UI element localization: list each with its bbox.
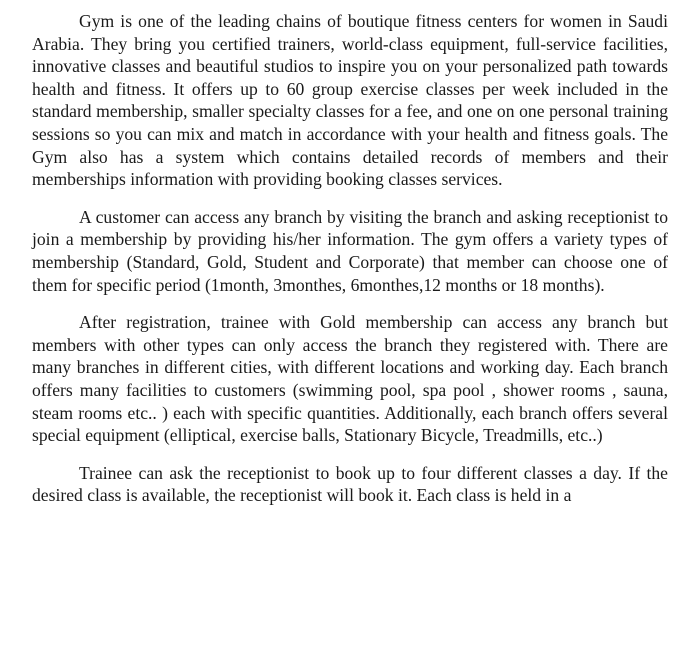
paragraph-class-booking: Trainee can ask the receptionist to book up to four different classes a day. If the desired class is available, the receptionist will book it. Each class is held in a xyxy=(32,462,668,506)
paragraph-registration-branches: After registration, trainee with Gold membership can access any branch but members with other types can only access the branch they registered with. There are many branches in different cities, with different locations and working day. Each branch offers many facilities to customers (swimming pool, spa pool , shower rooms , sauna, steam rooms etc.. ) each with specific quantities. Additionally, each branch offers several special equipment (elliptical, exercise balls, Stationary Bicycle, Treadmills, etc..) xyxy=(32,312,668,446)
paragraph-membership-access: A customer can access any branch by visiting the branch and asking receptionist to join a membership by providing his/her information. The gym offers a variety types of membership (Standard, Gold, Student and Corporate) that member can choose one of them for specific period (1month, 3monthes, 6monthes,12 months or 18 months). xyxy=(32,206,668,295)
paragraph-gym-overview: Gym is one of the leading chains of boutique fitness centers for women in Saudi Arabia. They bring you certified trainers, world-class equipment, full-service facilities, innovative classes and beautiful studios to inspire you on your personalized path towards health and fitness. It offers up to 60 group exercise classes per week included in the standard membership, smaller specialty classes for a fee, and one on one personal training sessions so you can mix and match in accordance with your health and fitness goals. The Gym also has a system which contains detailed records of members and their memberships information with providing booking classes services. xyxy=(32,11,668,190)
document-body xyxy=(32,10,668,507)
paragraph-spacer xyxy=(32,191,668,206)
paragraph-spacer xyxy=(32,447,668,462)
paragraph-spacer xyxy=(32,296,668,311)
